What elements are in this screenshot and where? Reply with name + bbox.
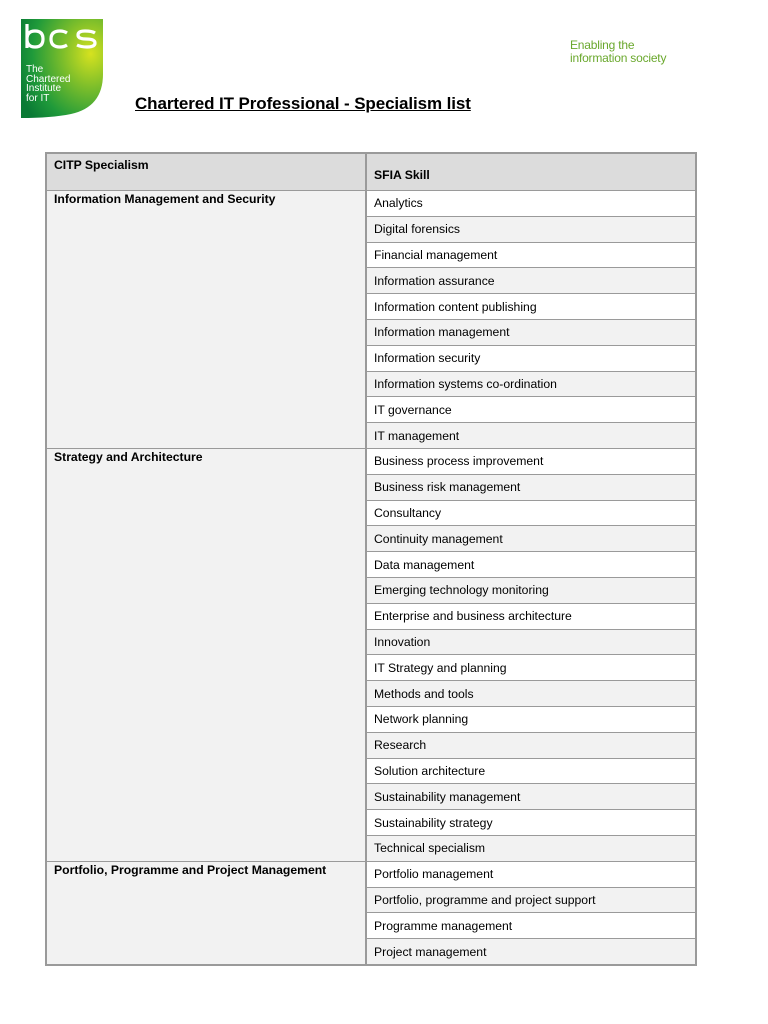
skill-cell: Business process improvement bbox=[366, 448, 696, 474]
skill-cell: IT Strategy and planning bbox=[366, 655, 696, 681]
skill-cell: Continuity management bbox=[366, 526, 696, 552]
skill-cell: Solution architecture bbox=[366, 758, 696, 784]
skill-cell: Analytics bbox=[366, 191, 696, 217]
specialism-cell: Portfolio, Programme and Project Management bbox=[46, 861, 366, 965]
bcs-logo bbox=[21, 19, 103, 118]
header-citp-specialism: CITP Specialism bbox=[46, 153, 366, 191]
skill-cell: Information content publishing bbox=[366, 294, 696, 320]
tagline bbox=[570, 39, 666, 65]
skill-cell: Sustainability strategy bbox=[366, 810, 696, 836]
skill-cell: Consultancy bbox=[366, 500, 696, 526]
skill-cell: Business risk management bbox=[366, 474, 696, 500]
skill-cell: Innovation bbox=[366, 629, 696, 655]
skill-cell: Digital forensics bbox=[366, 216, 696, 242]
specialism-cell: Strategy and Architecture bbox=[46, 448, 366, 861]
skill-cell: Project management bbox=[366, 939, 696, 965]
table-row bbox=[46, 191, 696, 217]
skill-cell: Enterprise and business architecture bbox=[366, 603, 696, 629]
skill-cell: IT governance bbox=[366, 397, 696, 423]
table-row bbox=[46, 448, 696, 474]
table-row bbox=[46, 861, 696, 887]
skill-cell: Technical specialism bbox=[366, 835, 696, 861]
skill-cell: Emerging technology monitoring bbox=[366, 577, 696, 603]
table-header-row bbox=[46, 153, 696, 191]
skill-cell: Financial management bbox=[366, 242, 696, 268]
skill-cell: Portfolio, programme and project support bbox=[366, 887, 696, 913]
skill-cell: Information security bbox=[366, 345, 696, 371]
tagline-line-2: information society bbox=[570, 51, 667, 65]
skill-cell: IT management bbox=[366, 423, 696, 449]
skill-cell: Methods and tools bbox=[366, 681, 696, 707]
skill-cell: Programme management bbox=[366, 913, 696, 939]
logo-caption: The Chartered Institute for IT bbox=[26, 64, 71, 104]
page-title: Chartered IT Professional - Specialism list bbox=[135, 94, 471, 113]
tagline-line-1: Enabling the bbox=[570, 38, 635, 52]
skill-cell: Research bbox=[366, 732, 696, 758]
skill-cell: Portfolio management bbox=[366, 861, 696, 887]
skill-cell: Information assurance bbox=[366, 268, 696, 294]
specialism-cell: Information Management and Security bbox=[46, 191, 366, 449]
skill-cell: Data management bbox=[366, 552, 696, 578]
skill-cell: Information systems co-ordination bbox=[366, 371, 696, 397]
specialism-table bbox=[45, 152, 697, 966]
skill-cell: Information management bbox=[366, 319, 696, 345]
skill-cell: Network planning bbox=[366, 706, 696, 732]
header-sfia-skill: SFIA Skill bbox=[366, 153, 696, 191]
skill-cell: Sustainability management bbox=[366, 784, 696, 810]
